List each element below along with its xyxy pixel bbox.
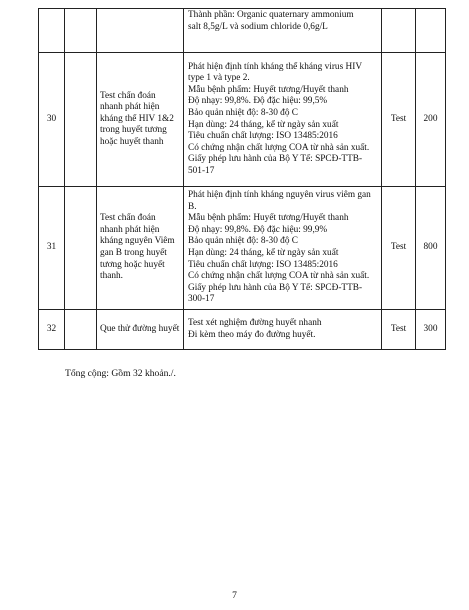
spec-line: Mẫu bệnh phẩm: Huyết tương/Huyết thanh: [188, 84, 349, 95]
spec-line: Test xét nghiệm đường huyết nhanh: [188, 317, 322, 328]
equipment-table: [38, 8, 446, 350]
spec-line: Tiêu chuẩn chất lượng: ISO 13485:2016: [188, 259, 338, 270]
unit: Test: [382, 53, 416, 187]
spec-line: Có chứng nhận chất lượng COA từ nhà sản xuất.: [188, 142, 370, 153]
quantity: [416, 9, 446, 53]
table-row: [39, 187, 446, 310]
item-name: Test chẩn đoán nhanh phát hiện kháng nguyên Viêm gan B trong huyết tương hoặc huyết thanh.: [97, 187, 184, 310]
table-row: [39, 310, 446, 350]
blank-cell: [65, 187, 97, 310]
item-specification: [184, 53, 382, 187]
spec-line: Hạn dùng: 24 tháng, kể từ ngày sản xuất: [188, 248, 339, 258]
item-name: Que thử đường huyết: [97, 310, 184, 350]
row-number: 32: [39, 310, 65, 350]
row-number: [39, 9, 65, 53]
table-row: [39, 53, 446, 187]
row-number: 31: [39, 187, 65, 310]
spec-line: Hạn dùng: 24 tháng, kể từ ngày sản xuất: [188, 119, 339, 130]
spec-line: Giấy phép lưu hành của Bộ Y Tế: SPCĐ-TTB-501-17: [188, 154, 363, 176]
spec-line: Độ nhạy: 99,8%. Độ đặc hiệu: 99,9%: [188, 224, 328, 235]
row-number: 30: [39, 53, 65, 187]
page-number: 7: [232, 590, 237, 601]
quantity: 800: [416, 187, 446, 310]
item-specification: [184, 9, 382, 53]
blank-cell: [65, 9, 97, 53]
unit: [382, 9, 416, 53]
item-name: [97, 9, 184, 53]
table-row: [39, 9, 446, 53]
blank-cell: [65, 53, 97, 187]
spec-line: Đi kèm theo máy đo đường huyết.: [188, 329, 316, 340]
spec-line: Giấy phép lưu hành của Bộ Y Tế: SPCĐ-TTB-300-17: [188, 282, 363, 305]
item-specification: [184, 187, 382, 310]
spec-line: Tiêu chuẩn chất lượng: ISO 13485:2016: [188, 131, 338, 142]
blank-cell: [65, 310, 97, 350]
spec-line: Thành phần: Organic quaternary ammonium: [188, 10, 354, 20]
quantity: 200: [416, 53, 446, 187]
spec-line: Có chứng nhận chất lượng COA từ nhà sản xuất.: [188, 271, 370, 282]
spec-line: Mẫu bệnh phẩm: Huyết tương/Huyết thanh: [188, 213, 349, 224]
spec-line: Độ nhạy: 99,8%. Độ đặc hiệu: 99,5%: [188, 96, 328, 107]
spec-line: Phát hiện định tính kháng thể kháng virus HIV type 1 và type 2.: [188, 61, 362, 84]
unit: Test: [382, 187, 416, 310]
spec-line: Bảo quản nhiệt độ: 8-30 độ C: [188, 107, 299, 118]
unit: Test: [382, 310, 416, 350]
item-name: Test chẩn đoán nhanh phát hiện kháng thể HIV 1&2 trong huyết tương hoặc huyết thanh: [97, 53, 184, 187]
quantity: 300: [416, 310, 446, 350]
item-specification: [184, 310, 382, 350]
spec-line: Phát hiện định tính kháng nguyên virus viêm gan B.: [188, 190, 371, 212]
total-summary: Tổng cộng: Gồm 32 khoản./.: [65, 368, 176, 379]
spec-line: salt 8,5g/L và sodium chloride 0,6g/L: [188, 21, 328, 32]
spec-line: Bảo quản nhiệt độ: 8-30 độ C: [188, 236, 299, 247]
